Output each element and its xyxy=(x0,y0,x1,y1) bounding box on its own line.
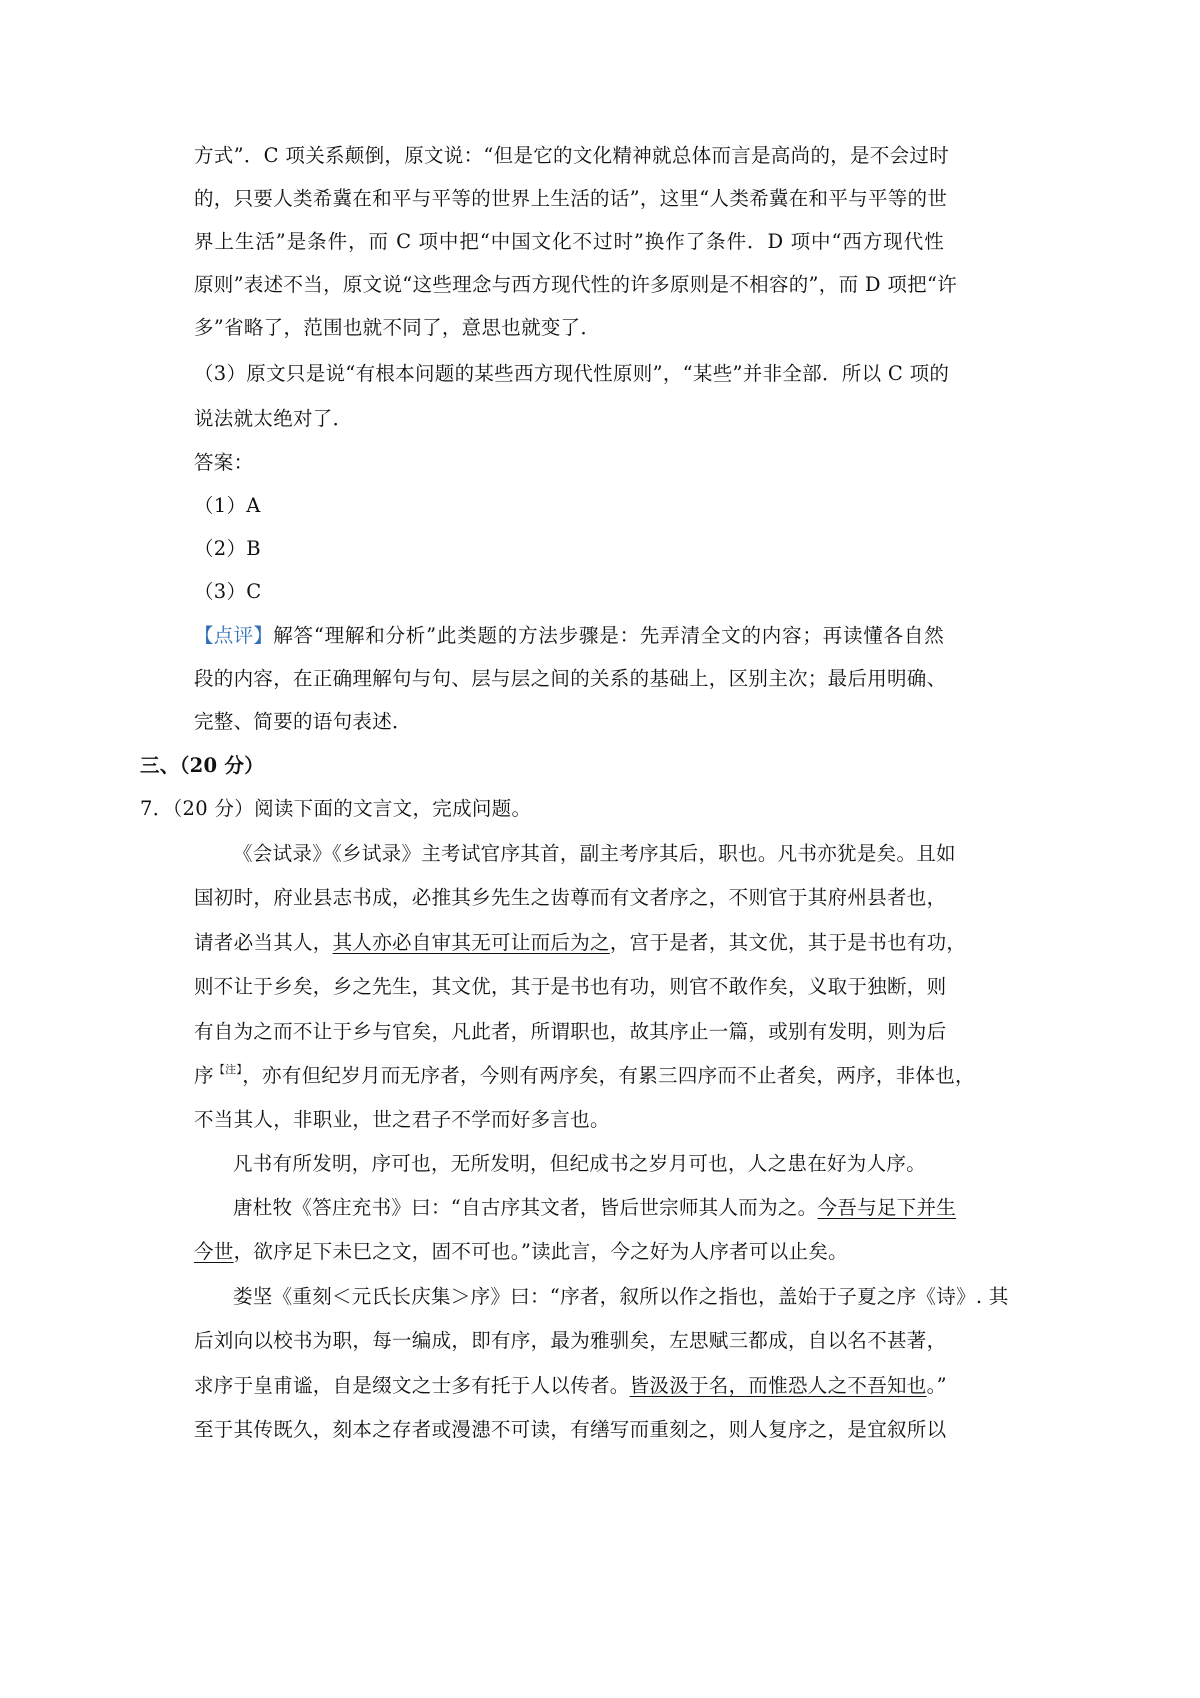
analysis-line: （3）原文只是说“有根本问题的某些西方现代性原则”，“某些”并非全部．所以 C 项的 xyxy=(194,362,950,385)
passage-line: 则不让于乡矣，乡之先生，其文优，其于是书也有功，则官不敢作矣，义取于独断，则 xyxy=(194,975,947,998)
passage-text: 。” xyxy=(926,1374,947,1397)
passage-line: 《会试录》《乡试录》主考试官序其首，副主考序其后，职也。凡书亦犹是矣。且如 xyxy=(233,842,956,865)
comment-first-line xyxy=(194,622,944,650)
passage-text: ，欲序足下未巳之文，固不可也。”读此言，今之好为人序者可以止矣。 xyxy=(233,1240,848,1263)
answer-label: 答案： xyxy=(194,451,254,474)
analysis-line: 界上生活”是条件，而 C 项中把“中国文化不过时”换作了条件．D 项中“西方现代性 xyxy=(194,230,944,253)
analysis-line: 说法就太绝对了． xyxy=(194,407,353,430)
passage-line xyxy=(233,1194,957,1222)
passage-line: 有自为之而不让于乡与官矣，凡此者，所谓职也，故其序止一篇，或别有发明，则为后 xyxy=(194,1020,947,1043)
passage-text: 请者必当其人， xyxy=(194,931,333,954)
passage-text: 唐杜牧《答庄充书》曰：“自古序其文者，皆后世宗师其人而为之。 xyxy=(233,1196,818,1219)
section-heading: 三、（20 分） xyxy=(140,754,265,777)
passage-line xyxy=(194,1372,947,1400)
analysis-line: 原则”表述不当，原文说“这些理念与西方现代性的许多原则是不相容的”，而 D 项把“许 xyxy=(194,273,958,296)
underlined-sentence: 今世 xyxy=(194,1240,234,1263)
passage-line xyxy=(194,1238,848,1266)
passage-line: 至于其传既久，刻本之存者或漫漶不可读，有缮写而重刻之，则人复序之，是宜叙所以 xyxy=(194,1418,947,1441)
analysis-line: 的，只要人类希冀在和平与平等的世界上生活的话”，这里“人类希冀在和平与平等的世 xyxy=(194,187,948,210)
analysis-line: 多”省略了，范围也就不同了，意思也就变了． xyxy=(194,316,601,339)
passage-line: 后刘向以校书为职，每一编成，即有序，最为雅驯矣，左思赋三都成，自以名不甚著， xyxy=(194,1329,947,1352)
analysis-line: 方式”．C 项关系颠倒，原文说：“但是它的文化精神就总体而言是高尚的，是不会过时 xyxy=(194,144,950,167)
passage-line xyxy=(194,929,967,957)
passage-text: ，亦有但纪岁月而无序者，今则有两序矣，有累三四序而不止者矣，两序，非体也， xyxy=(242,1064,975,1087)
answer-item: （3）C xyxy=(194,580,262,603)
passage-text: 序 xyxy=(194,1064,214,1087)
passage-line: 国初时，府业县志书成，必推其乡先生之齿尊而有文者序之，不则官于其府州县者也， xyxy=(194,886,947,909)
comment-text: 段的内容，在正确理解句与句、层与层之间的关系的基础上，区别主次；最后用明确、 xyxy=(194,667,947,690)
answer-item: （2）B xyxy=(194,537,261,560)
footnote-marker: 【注】 xyxy=(213,1063,243,1076)
passage-line: 不当其人，非职业，世之君子不学而好多言也。 xyxy=(194,1108,610,1131)
passage-text: ，宫于是者，其文优，其于是书也有功， xyxy=(609,931,967,954)
passage-line: 娄坚《重刻＜元氏长庆集＞序》曰：“序者，叙所以作之指也，盖始于子夏之序《诗》. 其 xyxy=(233,1285,1009,1308)
question-stem: 7．（20 分）阅读下面的文言文，完成问题。 xyxy=(140,797,532,820)
underlined-sentence: 今吾与足下并生 xyxy=(817,1196,957,1219)
passage-line xyxy=(194,1062,975,1093)
underlined-sentence: 其人亦必自审其无可让而后为之 xyxy=(332,931,610,954)
answer-item: （1）A xyxy=(194,494,261,517)
underlined-sentence: 皆汲汲于名，而惟恐人之不吾知也 xyxy=(629,1374,927,1397)
comment-text: 解答“理解和分析”此类题的方法步骤是：先弄清全文的内容；再读懂各自然 xyxy=(273,624,944,647)
comment-text: 完整、简要的语句表述． xyxy=(194,710,412,733)
passage-text: 求序于皇甫谧，自是缀文之士多有托于人以传者。 xyxy=(194,1374,630,1397)
comment-tag: 【点评】 xyxy=(194,624,274,647)
passage-line: 凡书有所发明，序可也，无所发明，但纪成书之岁月可也，人之患在好为人序。 xyxy=(233,1152,927,1175)
